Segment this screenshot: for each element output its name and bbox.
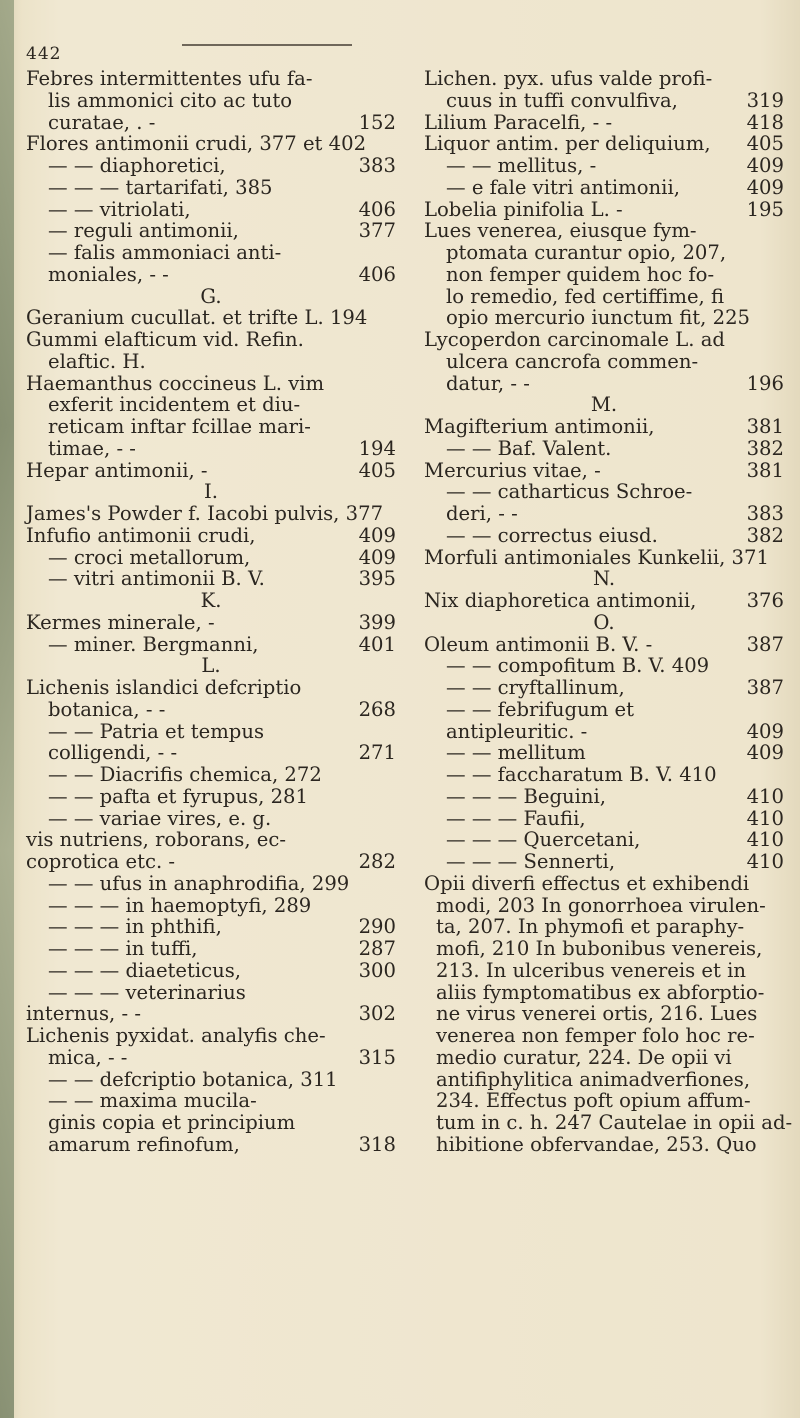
index-entry-text: curatae, . - [48, 110, 156, 134]
index-entry [26, 634, 396, 656]
index-entry-text: Hepar antimonii, - [26, 458, 208, 482]
index-entry-text: medio curatur, 224. De opii vi [436, 1045, 732, 1069]
index-entry-text: — — catharticus Schroe- [446, 480, 693, 504]
index-page-ref: 381 [746, 458, 784, 482]
index-entry-text: tum in c. h. 247 Cautelae in opii ad- [436, 1111, 793, 1134]
index-page-ref: 287 [358, 937, 396, 960]
index-entry [26, 547, 396, 569]
index-entry [424, 481, 784, 503]
index-entry [424, 525, 784, 547]
index-entry-text: — — vitriolati, [48, 197, 191, 221]
index-entry-text: — — — diaeteticus, [48, 958, 242, 982]
index-entry-text: datur, - - [446, 371, 530, 395]
index-entry-text: antipleuritic. - [446, 719, 588, 743]
index-page-ref: 410 [746, 850, 784, 873]
index-page-ref: 377 [358, 219, 396, 243]
index-page-ref: 195 [746, 197, 784, 221]
index-entry-text: Flores antimonii crudi, 377 et 402 [26, 132, 367, 156]
index-entry-text: ta, 207. In phymofi et paraphy- [436, 915, 745, 939]
index-entry [26, 851, 396, 873]
index-entry-text: — falis ammoniaci anti- [48, 241, 282, 264]
index-page-ref: 409 [358, 545, 396, 569]
index-entry-text: — reguli antimonii, [48, 219, 239, 243]
index-page-ref: 409 [746, 741, 784, 765]
index-entry-text: cuus in tuffi convulfiva, [446, 88, 678, 112]
index-entry-text: ptomata curantur opio, 207, [446, 241, 727, 264]
index-entry [26, 829, 396, 851]
index-column-right [424, 67, 793, 1156]
index-entry [424, 982, 784, 1004]
index-entry [424, 699, 784, 721]
index-letter-heading: I. [204, 480, 218, 504]
index-entry [424, 1090, 784, 1112]
index-page-ref: 381 [746, 415, 784, 438]
index-entry-text: non femper quidem hoc fo- [446, 262, 715, 286]
index-entry [26, 764, 396, 786]
index-entry [26, 1134, 396, 1156]
index-entry [26, 590, 396, 612]
index-entry [424, 177, 784, 199]
index-entry-text: — — — Faufii, [446, 806, 586, 830]
index-entry-text: Nix diaphoretica antimonii, [424, 589, 697, 612]
index-letter-heading: M. [590, 393, 618, 417]
index-page-ref: 406 [358, 197, 396, 221]
index-letter-heading: O. [593, 610, 615, 634]
index-page-ref: 401 [358, 632, 396, 656]
index-entry-text: Liquor antim. per deliquium, [424, 132, 711, 156]
index-entry [424, 68, 784, 90]
index-entry [424, 394, 784, 416]
index-entry [424, 764, 784, 786]
index-entry [26, 286, 396, 308]
index-page-ref: 376 [746, 589, 784, 612]
index-entry-text: Haemanthus coccineus L. vim [26, 371, 325, 395]
index-entry-text: moniales, - - [48, 262, 169, 286]
index-entry [26, 742, 396, 764]
index-entry [26, 916, 396, 938]
index-entry [424, 960, 784, 982]
index-letter-heading: K. [200, 589, 222, 612]
index-entry [424, 503, 784, 525]
index-entry [424, 90, 784, 112]
index-entry-text: aliis fymptomatibus ex abforptio- [436, 980, 765, 1004]
index-entry-text: — — variae vires, e. g. [48, 806, 272, 830]
index-entry [26, 612, 396, 634]
index-entry-text: Geranium cucullat. et trifte L. 194 [26, 306, 368, 330]
index-entry [26, 982, 396, 1004]
index-page-ref: 300 [358, 958, 396, 982]
index-page-ref: 315 [358, 1045, 396, 1069]
index-entry-text: Infufio antimonii crudi, [26, 523, 256, 547]
index-entry-text: 234. Effectus poft opium affum- [436, 1089, 751, 1113]
index-page-ref: 268 [358, 697, 396, 721]
page-number: 442 [26, 44, 62, 64]
index-entry [26, 242, 396, 264]
index-entry [26, 699, 396, 721]
index-entry [424, 329, 784, 351]
index-entry [424, 547, 784, 569]
index-entry-text: Opii diverfi effectus et exhibendi [424, 871, 750, 895]
index-entry [424, 133, 784, 155]
index-entry-text: — — maxima mucila- [48, 1089, 257, 1113]
index-entry [26, 394, 396, 416]
index-entry-text: — — — veterinarius [48, 980, 246, 1004]
index-entry [424, 416, 784, 438]
index-entry-text: — — — tartarifati, 385 [48, 175, 273, 199]
index-entry [424, 916, 784, 938]
index-entry-text: exferit incidentem et diu- [48, 393, 301, 417]
index-entry-text: mica, - - [48, 1045, 128, 1069]
index-entry [424, 786, 784, 808]
index-entry [424, 873, 784, 895]
index-entry [26, 133, 396, 155]
index-entry [424, 264, 784, 286]
index-page-ref: 409 [358, 523, 396, 547]
index-entry [424, 155, 784, 177]
index-page-ref: 290 [358, 915, 396, 939]
index-page-ref: 409 [746, 154, 784, 177]
index-page-ref: 387 [746, 632, 784, 656]
index-entry [26, 416, 396, 438]
index-entry [26, 112, 396, 134]
index-entry [424, 851, 784, 873]
index-entry-text: Lobelia pinifolia L. - [424, 197, 623, 221]
index-page-ref: 395 [358, 567, 396, 591]
index-entry-text: — — — in phthifi, [48, 915, 222, 939]
index-entry-text: Mercurius vitae, - [424, 458, 601, 482]
index-entry-text: — — — Sennerti, [446, 850, 616, 873]
index-entry [424, 721, 784, 743]
index-entry-text: Febres intermittentes ufu fa- [26, 67, 313, 90]
index-entry [424, 1003, 784, 1025]
index-page-ref: 383 [746, 502, 784, 525]
index-entry-text: coprotica etc. - [26, 850, 176, 873]
index-entry [424, 1047, 784, 1069]
index-entry [26, 68, 396, 90]
index-entry-text: Morfuli antimoniales Kunkelii, 371 [424, 545, 769, 569]
index-entry-text: timae, - - [48, 436, 136, 460]
index-entry [26, 1090, 396, 1112]
index-entry [26, 177, 396, 199]
index-entry-text: — — diaphoretici, [48, 154, 226, 177]
index-entry [424, 590, 784, 612]
index-entry [26, 329, 396, 351]
index-entry [424, 220, 784, 242]
index-entry-text: — — febrifugum et [446, 697, 634, 721]
index-entry-text: hibitione obfervandae, 253. Quo [436, 1132, 757, 1156]
index-entry [26, 677, 396, 699]
index-entry-text: opio mercurio iunctum fit, 225 [446, 306, 750, 330]
index-entry [26, 960, 396, 982]
index-entry-text: — — — Quercetani, [446, 828, 641, 852]
index-entry-text: antifiphylitica animadverfiones, [436, 1067, 751, 1091]
index-entry [424, 568, 784, 590]
index-entry [26, 1003, 396, 1025]
index-entry [26, 1112, 396, 1134]
index-entry [26, 307, 396, 329]
index-entry [424, 1134, 784, 1156]
index-page-ref: 382 [746, 523, 784, 547]
index-page-ref: 383 [358, 154, 396, 177]
index-entry-text: 213. In ulceribus venereis et in [436, 958, 746, 982]
index-entry-text: deri, - - [446, 502, 518, 525]
index-page-ref: 382 [746, 436, 784, 460]
index-entry [424, 307, 784, 329]
index-entry-text: botanica, - - [48, 697, 166, 721]
index-page-ref: 418 [746, 110, 784, 134]
index-entry-text: modi, 203 In gonorrhoea virulen- [436, 893, 766, 917]
index-entry [424, 242, 784, 264]
index-page-ref: 409 [746, 719, 784, 743]
index-entry-text: — — ufus in anaphrodifia, 299 [48, 871, 350, 895]
index-entry-text: — — cryftallinum, [446, 676, 625, 699]
index-entry [26, 655, 396, 677]
index-entry [424, 286, 784, 308]
index-entry-text: lo remedio, fed certiffime, fi [446, 284, 725, 308]
index-entry [424, 612, 784, 634]
index-entry [424, 808, 784, 830]
index-entry-text: — — mellitus, - [446, 154, 597, 177]
index-column-left [26, 68, 396, 1156]
index-entry-text: colligendi, - - [48, 741, 178, 765]
index-entry [26, 873, 396, 895]
index-entry-text: — — defcriptio botanica, 311 [48, 1067, 338, 1091]
index-entry [26, 373, 396, 395]
index-entry [424, 634, 784, 656]
index-entry [26, 460, 396, 482]
index-entry-text: Magifterium antimonii, [424, 415, 655, 438]
index-entry [26, 481, 396, 503]
index-entry [424, 438, 784, 460]
index-entry [424, 351, 784, 373]
index-entry-text: reticam inftar fcillae mari- [48, 415, 311, 438]
header-rule [182, 44, 352, 46]
index-entry [424, 373, 784, 395]
index-entry [424, 1025, 784, 1047]
index-entry [424, 829, 784, 851]
index-entry-text: Gummi elafticum vid. Refin. [26, 328, 304, 351]
index-entry [424, 677, 784, 699]
index-entry-text: — croci metallorum, [48, 545, 251, 569]
index-page-ref: 152 [358, 110, 396, 134]
index-entry [26, 199, 396, 221]
index-entry-text: — — Baf. Valent. [446, 436, 612, 460]
index-entry-text: — — correctus eiusd. [446, 523, 658, 547]
index-entry [26, 438, 396, 460]
index-entry-text: — e fale vitri antimonii, [446, 175, 680, 199]
index-entry [424, 742, 784, 764]
index-entry [26, 1025, 396, 1047]
index-entry-text: Lycoperdon carcinomale L. ad [424, 328, 725, 351]
index-entry-text: vis nutriens, roborans, ec- [26, 828, 286, 852]
index-entry-text: lis ammonici cito ac tuto [48, 88, 292, 112]
index-entry-text: — — — in haemoptyfi, 289 [48, 893, 312, 917]
index-entry [26, 155, 396, 177]
index-page-ref: 409 [746, 175, 784, 199]
index-page-ref: 405 [358, 458, 396, 482]
index-page-ref: 271 [358, 741, 396, 765]
index-letter-heading: G. [200, 284, 222, 308]
index-entry-text: Oleum antimonii B. V. - [424, 632, 653, 656]
index-entry [26, 220, 396, 242]
index-entry-text: — — — Beguini, [446, 784, 607, 808]
index-entry-text: ulcera cancrofa commen- [446, 349, 699, 373]
index-entry-text: — — compofitum B. V. 409 [446, 654, 710, 678]
index-entry [26, 568, 396, 590]
index-entry [26, 721, 396, 743]
index-entry [26, 895, 396, 917]
index-entry-text: Lues venerea, eiusque fym- [424, 219, 697, 243]
index-entry [26, 503, 396, 525]
index-entry-text: internus, - - [26, 1002, 141, 1026]
index-entry-text: elaftic. H. [48, 349, 146, 373]
index-page-ref: 318 [358, 1132, 396, 1156]
index-page-ref: 194 [358, 436, 396, 460]
index-letter-heading: N. [592, 567, 616, 591]
index-entry [26, 938, 396, 960]
index-entry-text: — — — in tuffi, [48, 937, 198, 960]
index-page-ref: 410 [746, 784, 784, 808]
index-entry-text: — vitri antimonii B. V. [48, 567, 265, 591]
index-entry-text: — — Diacrifis chemica, 272 [48, 763, 322, 786]
index-entry [26, 525, 396, 547]
index-entry [26, 1047, 396, 1069]
index-page-ref: 282 [358, 850, 396, 873]
index-entry-text: — miner. Bergmanni, [48, 632, 259, 656]
index-page-ref: 410 [746, 828, 784, 852]
index-entry [424, 460, 784, 482]
index-entry [424, 1111, 793, 1134]
index-entry [26, 264, 396, 286]
index-entry-text: Lilium Paracelfi, - - [424, 110, 613, 134]
index-entry-text: venerea non femper folo hoc re- [436, 1024, 755, 1047]
index-letter-heading: L. [201, 654, 221, 678]
index-entry-text: mofi, 210 In bubonibus venereis, [436, 937, 763, 960]
index-entry [26, 90, 396, 112]
index-entry-text: Lichenis islandici defcriptio [26, 676, 302, 699]
index-entry-text: Lichen. pyx. ufus valde profi- [424, 67, 713, 90]
index-page-ref: 196 [746, 371, 784, 395]
index-entry [26, 351, 396, 373]
index-page-ref: 387 [746, 676, 784, 699]
index-page-ref: 319 [746, 88, 784, 112]
index-entry [424, 199, 784, 221]
index-page-ref: 302 [358, 1002, 396, 1026]
index-entry [26, 808, 396, 830]
book-binding-edge [0, 0, 14, 1418]
index-entry-text: Kermes minerale, - [26, 610, 215, 634]
index-entry-text: ginis copia et principium [48, 1111, 296, 1134]
index-page-ref: 410 [746, 806, 784, 830]
index-page-ref: 399 [358, 610, 396, 634]
index-entry [26, 1069, 396, 1091]
index-entry-text: Lichenis pyxidat. analyfis che- [26, 1024, 326, 1047]
index-entry-text: — — pafta et fyrupus, 281 [48, 784, 308, 808]
index-entry-text: James's Powder f. Iacobi pulvis, 377 [26, 502, 384, 525]
index-entry [424, 895, 784, 917]
index-entry [26, 786, 396, 808]
index-entry [424, 655, 784, 677]
index-entry-text: — — mellitum [446, 741, 586, 765]
index-entry-text: — — faccharatum B. V. 410 [446, 763, 717, 786]
index-entry-text: amarum refinofum, [48, 1132, 240, 1156]
index-entry-text: — — Patria et tempus [48, 719, 265, 743]
index-page-ref: 406 [358, 262, 396, 286]
index-page-ref: 405 [746, 132, 784, 156]
index-entry [424, 112, 784, 134]
index-entry [424, 1069, 784, 1091]
index-entry [424, 938, 784, 960]
index-entry-text: ne virus venerei ortis, 216. Lues [436, 1002, 758, 1026]
